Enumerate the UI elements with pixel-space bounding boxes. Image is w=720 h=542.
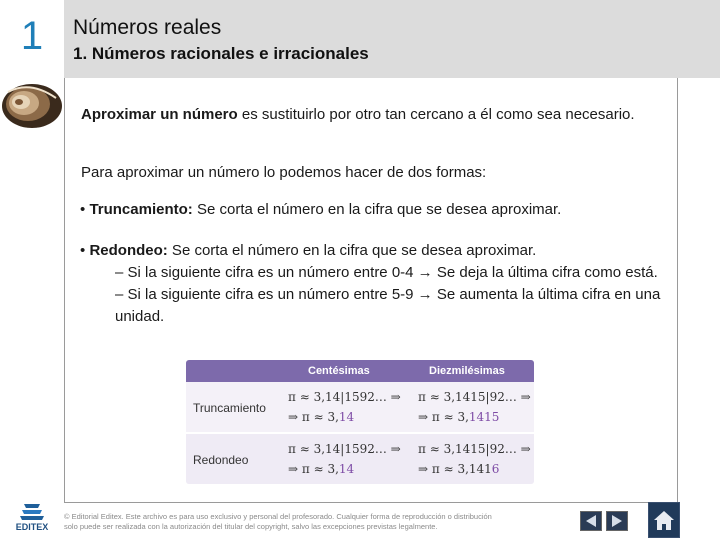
bullet: •	[80, 242, 86, 259]
chapter-number-box	[0, 0, 64, 78]
home-icon	[649, 503, 679, 537]
intro-paragraph	[81, 104, 657, 126]
logo-text: EDITEX	[15, 522, 49, 532]
rounding-text: Se corta el número en la cifra que se desea aproximar.	[167, 242, 537, 259]
truncation-label: Truncamiento:	[89, 201, 193, 218]
column-header-diezmilesimas: Diezmilésimas	[429, 365, 505, 377]
section-subtitle: 1. Números racionales e irracionales	[73, 44, 369, 63]
home-button[interactable]	[648, 502, 680, 538]
column-header-centesimas: Centésimas	[308, 365, 370, 377]
bullet: •	[80, 201, 86, 218]
previous-button[interactable]	[580, 511, 602, 531]
table-cell: π ≈ 3,1415|92… ⇒	[418, 390, 531, 404]
editex-logo-icon	[10, 502, 54, 536]
row-label-redondeo: Redondeo	[193, 453, 249, 467]
copyright-notice: © Editorial Editex. Este archivo es para uso exclusivo y personal del profesorado. Cualquier forma de reproducción o distribución solo puede ser realizada con la autorización del titular del copyright, salvo las excepciones previstas legalmente.	[64, 512, 492, 531]
table-cell: ⇒ π ≈ 3,14	[288, 462, 355, 476]
rounding-rule-1: – Si la siguiente cifra es un número entre 0-4 → Se deja la última cifra como está.	[115, 264, 658, 281]
intro-text: es sustituirlo por otro tan cercano a él como sea necesario.	[237, 106, 635, 123]
chapter-number: 1	[20, 14, 44, 58]
ways-paragraph: Para aproximar un número lo podemos hacer de dos formas:	[81, 164, 487, 181]
table-cell: π ≈ 3,1415|92… ⇒	[418, 442, 531, 456]
table-row	[186, 434, 534, 484]
table-row	[186, 382, 534, 432]
arrow-right-icon	[607, 512, 627, 530]
table-cell: π ≈ 3,14|1592… ⇒	[288, 390, 401, 404]
rounding-item	[80, 240, 670, 328]
row-label-truncamiento: Truncamiento	[193, 401, 266, 415]
table-header	[186, 360, 534, 382]
table-cell: ⇒ π ≈ 3,14	[288, 410, 355, 424]
truncation-text: Se corta el número en la cifra que se desea aproximar.	[192, 201, 562, 218]
page-title: Números reales	[73, 16, 222, 39]
nautilus-shell-icon	[0, 80, 64, 132]
approximation-table	[186, 360, 534, 484]
arrow-left-icon	[581, 512, 601, 530]
table-cell: ⇒ π ≈ 3,1416	[418, 462, 500, 476]
intro-bold: Aproximar un número	[81, 106, 238, 123]
editex-logo	[10, 502, 54, 536]
rounding-label: Redondeo:	[89, 242, 168, 259]
rounding-rule-2: – Si la siguiente cifra es un número entre 5-9 → Se aumenta la última cifra en una unidad.	[115, 286, 661, 325]
next-button[interactable]	[606, 511, 628, 531]
truncation-item	[80, 199, 561, 221]
table-cell: π ≈ 3,14|1592… ⇒	[288, 442, 401, 456]
table-cell: ⇒ π ≈ 3,1415	[418, 410, 500, 424]
